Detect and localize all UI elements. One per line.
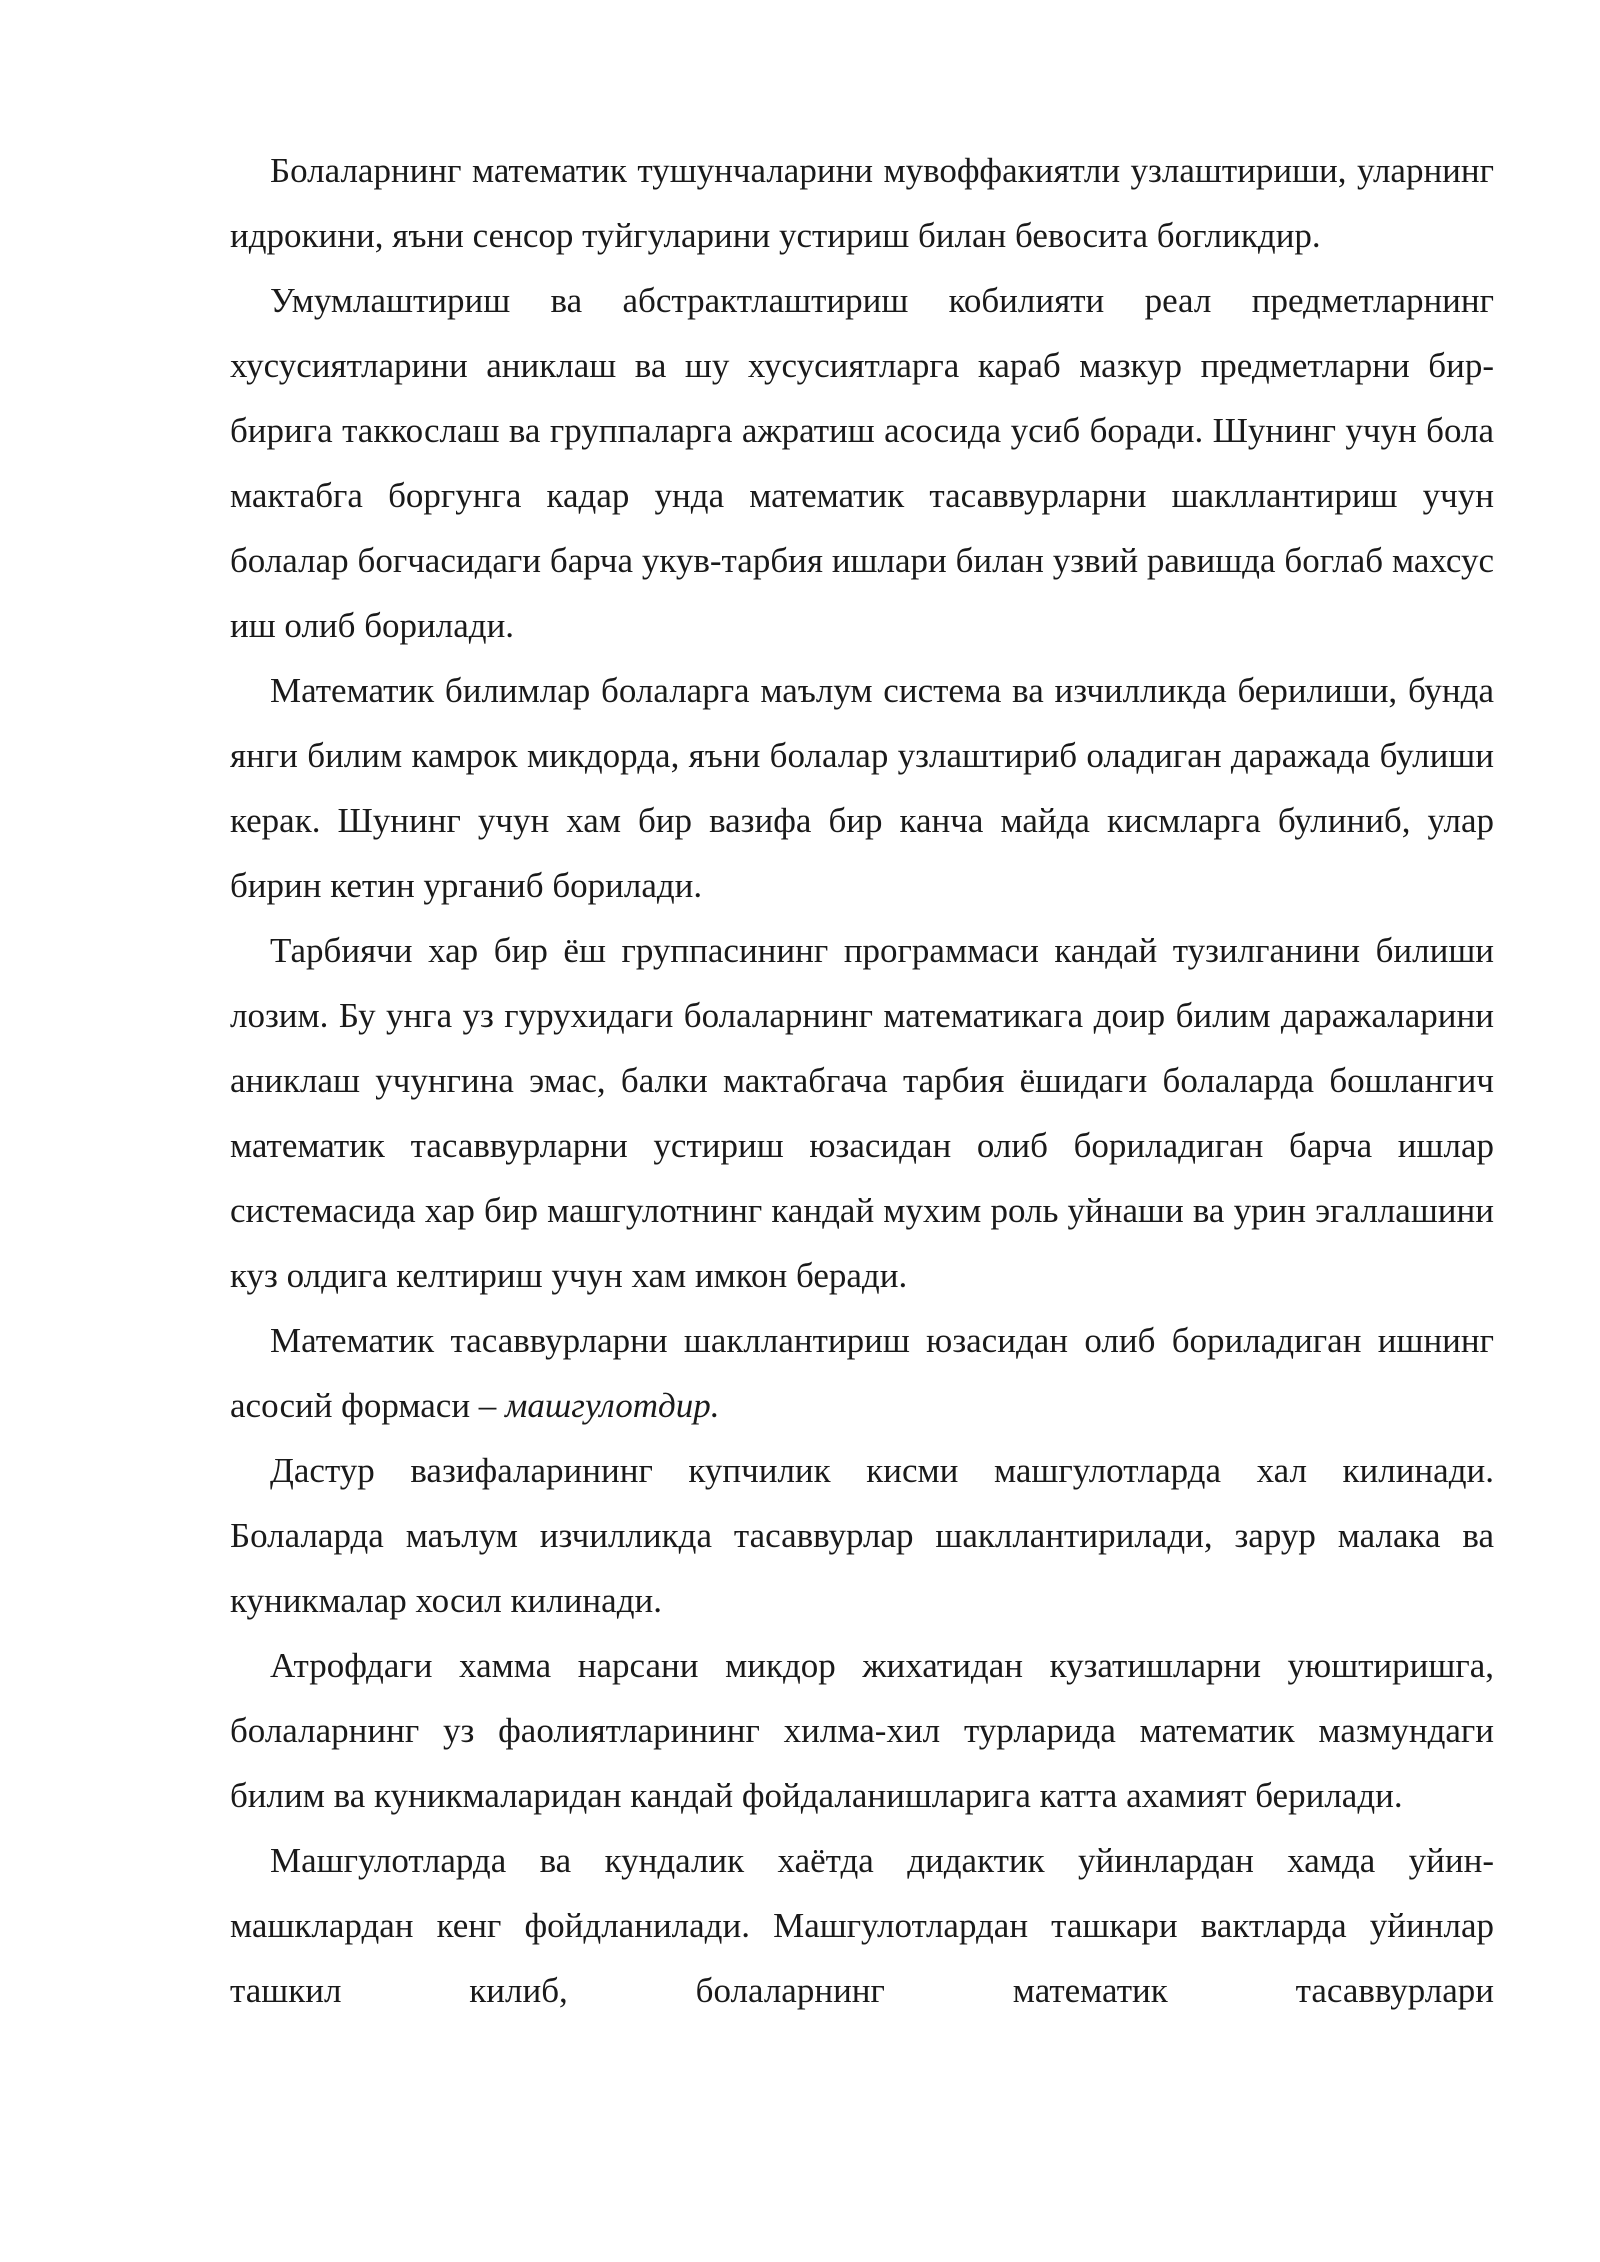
paragraph-8: Машгулотларда ва кундалик хаётда дидактик уйинлардан хамда уйин-машклардан кенг фойдланилади. Машгулотлардан ташкари вактларда уйинлар ташкил килиб, болаларнинг математик тасаввурлари: [230, 1841, 1494, 2010]
paragraph-6: Дастур вазифаларининг купчилик кисми машгулотларда хал килинади. Болаларда маълум изчилликда тасаввурлар шакллантирилади, зарур малака ва куникмалар хосил килинади.: [230, 1451, 1494, 1620]
paragraph-3: Математик билимлар болаларга маълум система ва изчилликда берилиши, бунда янги билим камрок микдорда, яъни болалар узлаштириб оладиган даражада булиши керак. Шунинг учун хам бир вазифа бир канча майда кисмларга булиниб, улар бирин кетин урганиб борилади.: [230, 671, 1494, 905]
paragraph-5-emphasis: машгулотдир.: [505, 1386, 720, 1425]
paragraph-5: [230, 1308, 1494, 1438]
paragraph-4: Тарбиячи хар бир ёш группасининг программаси кандай тузилганини билиши лозим. Бу унга уз гурухидаги болаларнинг математикага доир билим даражаларини аниклаш учунгина эмас, балки мактабгача тарбия ёшидаги болаларда бошлангич математик тасаввурларни устириш юзасидан олиб бориладиган барча ишлар системасида хар бир машгулотнинг кандай мухим роль уйнаши ва урин эгаллашини куз олдига келтириш учун хам имкон беради.: [230, 931, 1494, 1295]
paragraph-7: Атрофдаги хамма нарсани микдор жихатидан кузатишларни уюштиришга, болаларнинг уз фаолиятларининг хилма-хил турларида математик мазмундаги билим ва куникмаларидан кандай фойдаланишларига катта ахамият берилади.: [230, 1646, 1494, 1815]
paragraph-1: Болаларнинг математик тушунчаларини мувоффакиятли узлаштириши, уларнинг идрокини, яъни сенсор туйгуларини устириш билан бевосита богликдир.: [230, 151, 1494, 255]
paragraph-5-text: Математик тасаввурларни шакллантириш юзасидан олиб бориладиган ишнинг асосий формаси –: [230, 1321, 1494, 1425]
paragraph-2: Умумлаштириш ва абстрактлаштириш кобилияти реал предметларнинг хусусиятларини аниклаш ва шу хусусиятларга караб мазкур предметларни бир-бирига таккослаш ва группаларга ажратиш асосида усиб боради. Шунинг учун бола мактабга боргунга кадар унда математик тасаввурларни шакллантириш учун болалар богчасидаги барча укув-тарбия ишлари билан узвий равишда боглаб махсус иш олиб борилади.: [230, 281, 1494, 645]
